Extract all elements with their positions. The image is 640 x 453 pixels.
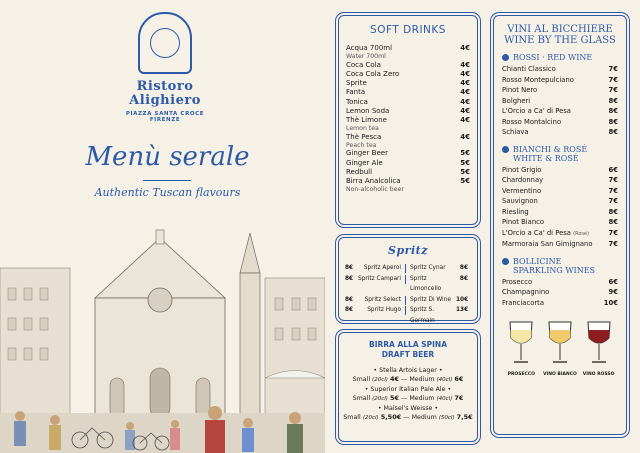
item-name: Fanta xyxy=(346,88,366,97)
item-translation: Peach tea xyxy=(346,141,377,149)
item-price: 4€ xyxy=(460,115,470,124)
soft-drink-item xyxy=(346,107,470,116)
spritz-price: 8€ xyxy=(459,265,468,271)
wine-name-text: Pinot Grigio xyxy=(502,165,542,174)
wine-item xyxy=(502,287,618,298)
soft-drinks-list xyxy=(346,44,470,194)
beer-name: • Maisel's Weisse • xyxy=(377,405,439,412)
wine-price: 7€ xyxy=(608,176,618,184)
wine-name-text: Marmoraia San Gimignano xyxy=(502,240,593,248)
spritz-list xyxy=(339,263,477,326)
wine-glass-icon xyxy=(502,146,509,153)
beer-small-price: 4€ xyxy=(389,375,399,383)
wine-item xyxy=(502,85,618,96)
draft-beer-box xyxy=(338,332,478,442)
wine-item xyxy=(502,96,618,107)
wine-glass-icon xyxy=(545,320,575,366)
logo-address: PIAZZA SANTA CROCE FIRENZE xyxy=(125,111,205,123)
wine-name-text: Pinot Bianco xyxy=(502,218,545,226)
item-price: 4€ xyxy=(460,88,470,97)
wine-name-text: Riesling xyxy=(502,207,529,216)
beer-list xyxy=(339,366,477,423)
wine-item xyxy=(502,207,618,218)
wine-item xyxy=(502,75,618,86)
spritz-title: Spritz xyxy=(388,244,428,257)
beer-prices xyxy=(339,413,477,423)
beer-name: • Superior Italian Pale Ale • xyxy=(364,386,452,393)
beer-item xyxy=(339,366,477,385)
beer-name: • Stella Artois Lager • xyxy=(373,367,443,374)
wine-section-title xyxy=(502,145,618,163)
wine-glass-icon xyxy=(502,258,509,265)
wine-name xyxy=(502,64,556,75)
beer-prices xyxy=(339,375,477,385)
wine-item xyxy=(502,186,618,197)
wine-price: 7€ xyxy=(608,75,618,84)
glass-label: VINO ROSSO xyxy=(582,372,615,377)
soft-drink-item xyxy=(346,116,470,125)
section-title: BOLLICINE xyxy=(513,256,562,266)
santa-croce-illustration xyxy=(0,228,325,453)
beer-medium-size: (40cl) xyxy=(436,377,453,383)
wine-name-text: Schiava xyxy=(502,128,529,136)
spritz-price: 10€ xyxy=(456,296,469,303)
item-translation: Non-alcoholic beer xyxy=(346,186,404,194)
tagline: Authentic Tuscan flavours xyxy=(94,186,241,199)
wine-name xyxy=(502,175,543,186)
spritz-row xyxy=(339,295,477,306)
wine-glass xyxy=(542,320,578,377)
spritz-price: 8€ xyxy=(345,275,354,282)
wine-glass-icon xyxy=(502,54,509,61)
item-price: 4€ xyxy=(460,60,470,69)
wine-name xyxy=(502,75,574,86)
beer-sep: — Medium xyxy=(401,395,435,402)
wine-name xyxy=(502,277,532,288)
beer-small: Small xyxy=(352,376,371,383)
wine-section-title xyxy=(502,53,618,62)
beer-small-size: (20cl) xyxy=(362,415,379,421)
wine-name-text: Chardonnay xyxy=(502,176,544,184)
spritz-row xyxy=(339,274,477,295)
wine-price: 7€ xyxy=(608,65,618,73)
beer-small-size: (20cl) xyxy=(372,377,388,383)
wine-price: 10€ xyxy=(603,298,618,307)
beer-small: Small xyxy=(343,414,361,421)
wine-name xyxy=(502,228,589,240)
spritz-name: Spritz Cynar xyxy=(410,265,446,271)
wine-name-text: Vermentino xyxy=(502,186,542,195)
beer-prices xyxy=(339,394,477,404)
beer-medium-price: 7€ xyxy=(454,394,464,402)
soft-drink-item xyxy=(346,177,470,186)
soft-drink-item xyxy=(346,88,470,97)
wine-name xyxy=(502,298,544,309)
beer-small-price: 5€ xyxy=(389,394,399,402)
soft-drink-item xyxy=(346,70,470,79)
spritz-name: Spritz Campari xyxy=(358,275,401,282)
wine-section-title xyxy=(502,257,618,275)
wine-list xyxy=(502,53,618,308)
soft-drinks-box xyxy=(338,15,478,225)
spritz-name: Spritz Limoncello xyxy=(410,275,442,292)
wine-name xyxy=(502,106,571,117)
beer-medium-size: (40cl) xyxy=(436,396,453,402)
wine-item xyxy=(502,298,618,309)
wine-price: 8€ xyxy=(608,218,618,226)
item-name: Birra Analcolica xyxy=(346,176,401,185)
wine-name-text: Franciacorta xyxy=(502,298,544,307)
item-price: 5€ xyxy=(460,149,470,158)
wine-item xyxy=(502,196,618,207)
beer-small-price: 5,50€ xyxy=(380,413,402,421)
item-name: Ginger Beer xyxy=(346,149,388,158)
item-price: 4€ xyxy=(460,97,470,106)
spritz-name: Spritz Di Wine xyxy=(410,296,451,303)
item-price: 5€ xyxy=(460,158,470,167)
wine-item xyxy=(502,165,618,176)
wine-item xyxy=(502,228,618,240)
beer-title-it: BIRRA ALLA SPINA xyxy=(368,340,448,349)
wine-name xyxy=(502,165,541,176)
wine-price: 7€ xyxy=(608,197,618,205)
wine-name-text: Bolgheri xyxy=(502,96,531,105)
wine-price: 9€ xyxy=(608,288,618,296)
wine-name xyxy=(502,186,541,197)
wine-name xyxy=(502,96,530,107)
wine-item xyxy=(502,239,618,250)
wine-name-text: Prosecco xyxy=(502,277,533,286)
wine-name-text: L'Orcio a Ca' di Pesa xyxy=(502,228,571,237)
item-name: Lemon Soda xyxy=(346,106,390,115)
item-name: Ginger Ale xyxy=(346,158,383,167)
wine-name xyxy=(502,117,561,128)
wine-name-text: Pinot Nero xyxy=(502,86,538,94)
section-subtitle: WHITE & ROSÉ xyxy=(513,153,579,163)
item-price: 4€ xyxy=(460,79,470,88)
item-name: Acqua 700ml xyxy=(346,44,393,52)
wine-item xyxy=(502,117,618,128)
wine-price: 8€ xyxy=(608,117,618,126)
soft-drink-item xyxy=(346,98,470,107)
item-name: Sprite xyxy=(346,79,367,88)
item-price: 4€ xyxy=(460,132,470,141)
beer-sep: — Medium xyxy=(401,376,435,383)
wine-name xyxy=(502,207,529,218)
wine-price: 7€ xyxy=(608,186,618,195)
wine-name-text: Champagnino xyxy=(502,288,550,296)
spritz-price: 8€ xyxy=(459,275,468,282)
wine-item xyxy=(502,217,618,228)
spritz-row xyxy=(339,263,477,274)
beer-sep: — Medium xyxy=(403,414,437,421)
logo-name: Ristoro Alighiero xyxy=(129,79,201,108)
wine-name xyxy=(502,127,529,138)
spritz-row xyxy=(339,305,477,326)
spritz-price: 8€ xyxy=(345,265,354,271)
wine-name xyxy=(502,85,537,96)
wine-price: 7€ xyxy=(608,240,618,248)
item-translation: Lemon tea xyxy=(346,125,379,133)
spritz-box xyxy=(338,237,478,324)
wine-name-text: Chianti Classico xyxy=(502,65,556,73)
wine-item xyxy=(502,106,618,117)
wine-price: 6€ xyxy=(608,165,618,174)
beer-medium-price: 7,5€ xyxy=(456,413,473,421)
wine-glass xyxy=(503,320,539,377)
wine-glasses xyxy=(502,320,618,377)
wine-price: 8€ xyxy=(608,128,618,136)
spritz-price: 8€ xyxy=(345,307,354,313)
restaurant-logo xyxy=(120,12,210,123)
wine-box xyxy=(493,15,627,435)
spritz-price: 8€ xyxy=(345,296,354,303)
item-price: 4€ xyxy=(460,106,470,115)
item-name: Redbull xyxy=(346,167,373,176)
section-subtitle: SPARKLING WINES xyxy=(513,265,596,275)
item-price: 5€ xyxy=(460,176,470,185)
beer-medium-size: (50cl) xyxy=(438,415,455,421)
section-title: ROSSI · RED WINE xyxy=(513,53,593,62)
wine-name xyxy=(502,239,593,250)
wine-price: 6€ xyxy=(608,277,618,286)
wine-glass-icon xyxy=(506,320,536,366)
spritz-name: Spritz S. Germain xyxy=(410,307,435,324)
spritz-price: 13€ xyxy=(456,307,469,313)
wine-glass xyxy=(581,320,617,377)
item-price: 4€ xyxy=(460,69,470,78)
spritz-name: Spritz Select xyxy=(364,296,401,303)
soft-drink-item xyxy=(346,44,470,53)
wine-title: VINI AL BICCHIERE WINE BY THE GLASS xyxy=(504,24,616,46)
spritz-name: Spritz Hugo xyxy=(367,307,401,313)
beer-item xyxy=(339,404,477,423)
wine-price: 7€ xyxy=(608,86,618,94)
menu-title: Menù serale xyxy=(85,142,250,172)
wine-name xyxy=(502,287,549,298)
wine-note: (Rosé) xyxy=(573,230,590,237)
soft-drink-item xyxy=(346,159,470,168)
beer-medium-price: 6€ xyxy=(454,375,464,383)
wine-name xyxy=(502,196,538,207)
wine-item xyxy=(502,127,618,138)
wine-name-text: Sauvignon xyxy=(502,197,538,205)
beer-title-en: DRAFT BEER xyxy=(381,350,435,359)
item-name: Coca Cola xyxy=(346,60,381,69)
wine-price: 8€ xyxy=(608,96,618,105)
wine-name-text: Rosso Montepulciano xyxy=(502,75,574,84)
wine-name-text: L'Orcio a Ca' di Pesa xyxy=(502,107,571,115)
soft-drinks-title: SOFT DRINKS xyxy=(370,24,446,36)
wine-price: 8€ xyxy=(608,107,618,115)
section-title: BIANCHI & ROSÉ xyxy=(513,144,588,154)
glass-label: PROSECCO xyxy=(507,372,535,377)
title-divider xyxy=(143,180,191,181)
logo-emblem-icon xyxy=(138,12,192,74)
item-name: Coca Cola Zero xyxy=(346,69,400,78)
wine-name xyxy=(502,217,544,228)
item-translation: Water 700ml xyxy=(346,53,386,61)
wine-price: 8€ xyxy=(608,207,618,216)
wine-item xyxy=(502,64,618,75)
wine-glass-icon xyxy=(584,320,614,366)
beer-small: Small xyxy=(352,395,371,402)
beer-item xyxy=(339,385,477,404)
beer-small-size: (20cl) xyxy=(372,396,388,402)
item-name: Thè Limone xyxy=(346,115,387,124)
item-name: Tonica xyxy=(346,97,368,106)
glass-label: VINO BIANCO xyxy=(543,372,577,377)
spritz-name: Spritz Aperol xyxy=(363,265,401,271)
wine-price: 7€ xyxy=(608,228,618,237)
soft-drink-item xyxy=(346,168,470,177)
wine-name-text: Rosso Montalcino xyxy=(502,117,562,126)
wine-item xyxy=(502,277,618,288)
item-name: Thè Pesca xyxy=(346,132,382,141)
soft-drink-item xyxy=(346,79,470,88)
soft-drink-item xyxy=(346,149,470,158)
item-price: 5€ xyxy=(460,167,470,176)
wine-item xyxy=(502,175,618,186)
soft-drink-item xyxy=(346,133,470,142)
item-price: 4€ xyxy=(460,44,470,52)
soft-drink-item xyxy=(346,61,470,70)
